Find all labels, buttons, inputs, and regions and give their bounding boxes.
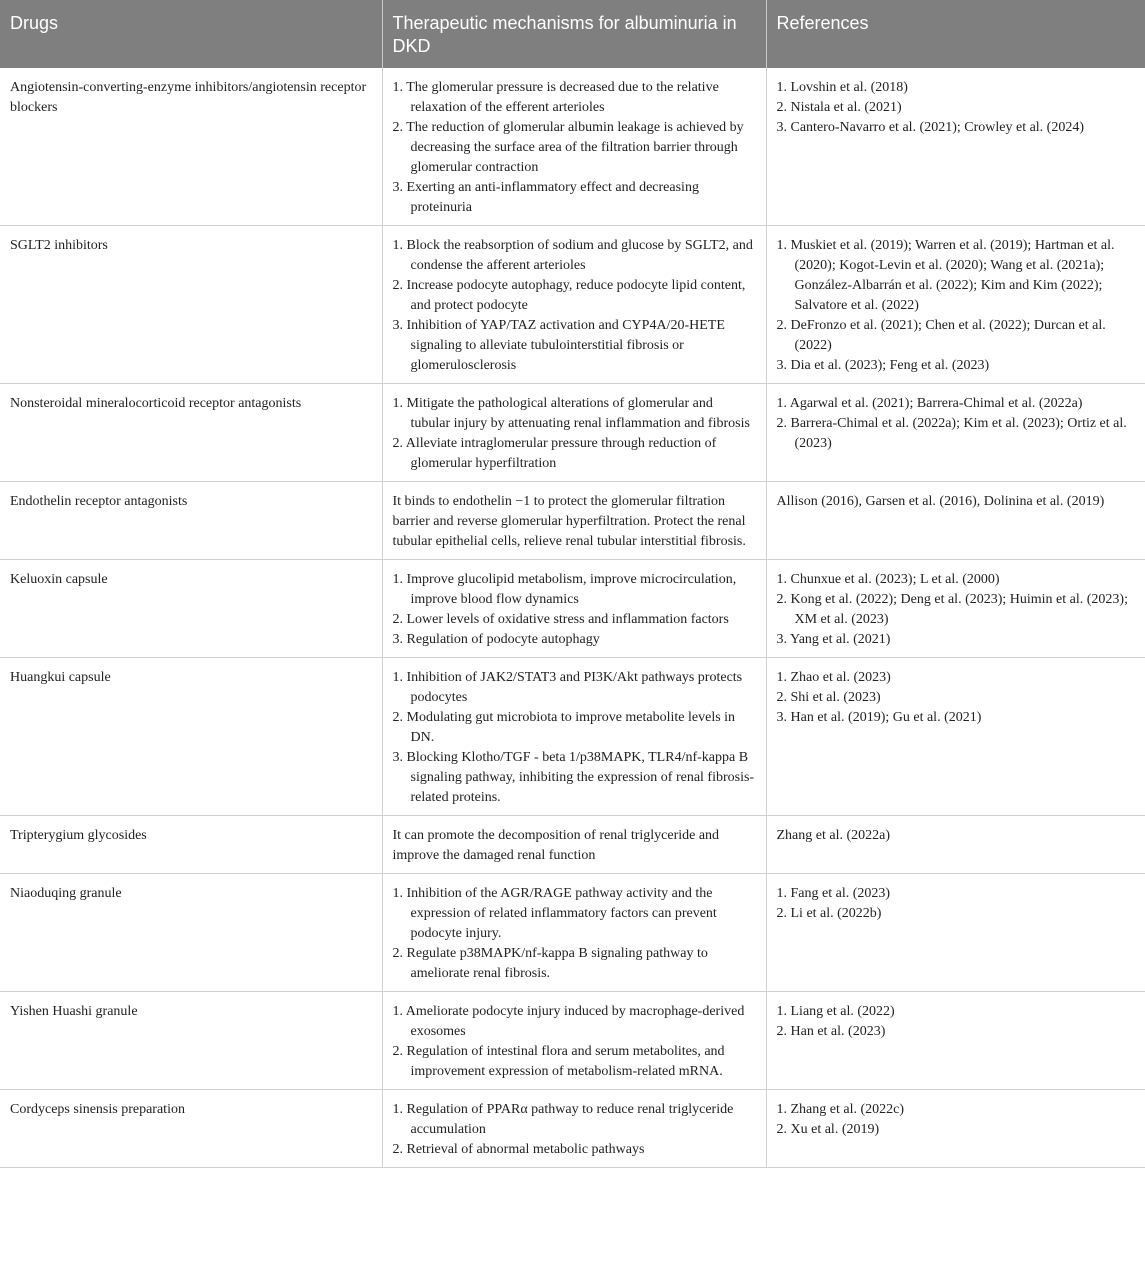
reference-item: 3. Dia et al. (2023); Feng et al. (2023) — [776, 358, 990, 373]
drug-cell: Endothelin receptor antagonists — [0, 482, 382, 560]
reference-item: 2. Han et al. (2023) — [776, 1024, 886, 1039]
drug-cell: Huangkui capsule — [0, 658, 382, 816]
drug-cell: Angiotensin-converting-enzyme inhibitors/angiotensin receptor blockers — [0, 68, 382, 226]
table-row — [0, 482, 1145, 560]
reference-text: Allison (2016), Garsen et al. (2016), Dolinina et al. (2019) — [776, 494, 1105, 509]
drug-cell: Nonsteroidal mineralocorticoid receptor antagonists — [0, 384, 382, 482]
reference-item: 2. Kong et al. (2022); Deng et al. (2023); Huimin et al. (2023); XM et al. (2023) — [776, 592, 1128, 627]
reference-item: 1. Zhang et al. (2022c) — [776, 1102, 905, 1117]
table-row — [0, 1090, 1145, 1168]
mechanism-cell — [382, 816, 766, 874]
table-row — [0, 68, 1145, 226]
reference-cell — [766, 816, 1145, 874]
header-references: References — [766, 0, 1145, 68]
reference-cell — [766, 1090, 1145, 1168]
reference-item: 1. Liang et al. (2022) — [776, 1004, 895, 1019]
mechanism-item: 1. Inhibition of JAK2/STAT3 and PI3K/Akt pathways protects podocytes — [392, 670, 743, 705]
reference-item: 1. Fang et al. (2023) — [776, 886, 891, 901]
mechanism-item: 2. Regulation of intestinal flora and serum metabolites, and improvement expression of metabolism-related mRNA. — [392, 1044, 725, 1079]
mechanism-cell — [382, 384, 766, 482]
reference-item: 3. Cantero-Navarro et al. (2021); Crowley et al. (2024) — [776, 120, 1085, 135]
reference-item: 1. Lovshin et al. (2018) — [776, 80, 908, 95]
reference-cell — [766, 560, 1145, 658]
reference-item: 2. Li et al. (2022b) — [776, 906, 882, 921]
reference-item: 1. Chunxue et al. (2023); L et al. (2000) — [776, 572, 1000, 587]
mechanism-text: It can promote the decomposition of renal triglyceride and improve the damaged renal function — [392, 828, 720, 863]
reference-cell — [766, 384, 1145, 482]
mechanism-item: 3. Inhibition of YAP/TAZ activation and CYP4A/20-HETE signaling to alleviate tubulointerstitial fibrosis or glomerulosclerosis — [392, 318, 725, 373]
mechanism-item: 2. Lower levels of oxidative stress and inflammation factors — [392, 612, 729, 627]
mechanism-item: 2. Alleviate intraglomerular pressure through reduction of glomerular hyperfiltration — [392, 436, 717, 471]
header-mechanisms: Therapeutic mechanisms for albuminuria in DKD — [382, 0, 766, 68]
reference-cell — [766, 482, 1145, 560]
reference-item: 2. Shi et al. (2023) — [776, 690, 881, 705]
mechanism-item: 1. Ameliorate podocyte injury induced by macrophage-derived exosomes — [392, 1004, 745, 1039]
mechanism-item: 1. Improve glucolipid metabolism, improve microcirculation, improve blood flow dynamics — [392, 572, 737, 607]
reference-item: 1. Agarwal et al. (2021); Barrera-Chimal et al. (2022a) — [776, 396, 1083, 411]
mechanism-cell — [382, 992, 766, 1090]
mechanism-item: 1. Inhibition of the AGR/RAGE pathway activity and the expression of related inflammatory factors can prevent podocyte injury. — [392, 886, 717, 941]
drug-cell: Keluoxin capsule — [0, 560, 382, 658]
table-row — [0, 992, 1145, 1090]
drug-cell: Cordyceps sinensis preparation — [0, 1090, 382, 1168]
mechanism-item: 2. Modulating gut microbiota to improve metabolite levels in DN. — [392, 710, 736, 745]
reference-cell — [766, 992, 1145, 1090]
mechanism-cell — [382, 68, 766, 226]
reference-cell — [766, 658, 1145, 816]
reference-cell — [766, 874, 1145, 992]
table-row — [0, 226, 1145, 384]
table-row — [0, 384, 1145, 482]
reference-cell — [766, 226, 1145, 384]
mechanism-text: It binds to endothelin −1 to protect the glomerular filtration barrier and reverse glomerular hyperfiltration. Protect the renal tubular epithelial cells, relieve renal tubular interstitial fibrosis. — [392, 494, 746, 549]
mechanism-item: 2. Retrieval of abnormal metabolic pathways — [392, 1142, 645, 1157]
table-row — [0, 658, 1145, 816]
table-row — [0, 874, 1145, 992]
mechanism-cell — [382, 874, 766, 992]
mechanism-cell — [382, 1090, 766, 1168]
reference-item: 3. Yang et al. (2021) — [776, 632, 891, 647]
drug-cell: Niaoduqing granule — [0, 874, 382, 992]
drug-cell: SGLT2 inhibitors — [0, 226, 382, 384]
mechanism-item: 3. Exerting an anti-inflammatory effect and decreasing proteinuria — [392, 180, 699, 215]
mechanism-item: 2. Increase podocyte autophagy, reduce podocyte lipid content, and protect podocyte — [392, 278, 746, 313]
mechanism-item: 3. Blocking Klotho/TGF - beta 1/p38MAPK, TLR4/nf-kappa B signaling pathway, inhibiting the expression of renal fibrosis-related proteins. — [392, 750, 755, 805]
reference-item: 2. Nistala et al. (2021) — [776, 100, 902, 115]
reference-item: 2. Barrera-Chimal et al. (2022a); Kim et al. (2023); Ortiz et al. (2023) — [776, 416, 1127, 451]
reference-item: 1. Muskiet et al. (2019); Warren et al. (2019); Hartman et al. (2020); Kogot-Levin et al. (2020); Wang et al. (2021a); González-Albarrán et al. (2022); Kim and Kim (2022); Salvatore et al. (2022) — [776, 238, 1115, 313]
mechanism-item: 1. The glomerular pressure is decreased due to the relative relaxation of the efferent arterioles — [392, 80, 719, 115]
header-drugs: Drugs — [0, 0, 382, 68]
mechanism-item: 3. Regulation of podocyte autophagy — [392, 632, 600, 647]
mechanism-item: 1. Mitigate the pathological alterations of glomerular and tubular injury by attenuating renal inflammation and fibrosis — [392, 396, 750, 431]
reference-item: 1. Zhao et al. (2023) — [776, 670, 891, 685]
reference-item: 2. DeFronzo et al. (2021); Chen et al. (2022); Durcan et al. (2022) — [776, 318, 1106, 353]
mechanism-cell — [382, 658, 766, 816]
mechanism-cell — [382, 560, 766, 658]
mechanism-item: 2. The reduction of glomerular albumin leakage is achieved by decreasing the surface area of the filtration barrier through glomerular contraction — [392, 120, 744, 175]
reference-text: Zhang et al. (2022a) — [776, 828, 891, 843]
mechanism-cell — [382, 482, 766, 560]
table-row — [0, 560, 1145, 658]
reference-item: 2. Xu et al. (2019) — [776, 1122, 880, 1137]
table-row — [0, 816, 1145, 874]
mechanism-cell — [382, 226, 766, 384]
reference-item: 3. Han et al. (2019); Gu et al. (2021) — [776, 710, 982, 725]
drug-cell: Yishen Huashi granule — [0, 992, 382, 1090]
reference-cell — [766, 68, 1145, 226]
mechanism-item: 1. Block the reabsorption of sodium and glucose by SGLT2, and condense the afferent arterioles — [392, 238, 753, 273]
mechanism-item: 2. Regulate p38MAPK/nf-kappa B signaling pathway to ameliorate renal fibrosis. — [392, 946, 708, 981]
header-row — [0, 0, 1145, 68]
drug-cell: Tripterygium glycosides — [0, 816, 382, 874]
mechanism-item: 1. Regulation of PPARα pathway to reduce renal triglyceride accumulation — [392, 1102, 734, 1137]
